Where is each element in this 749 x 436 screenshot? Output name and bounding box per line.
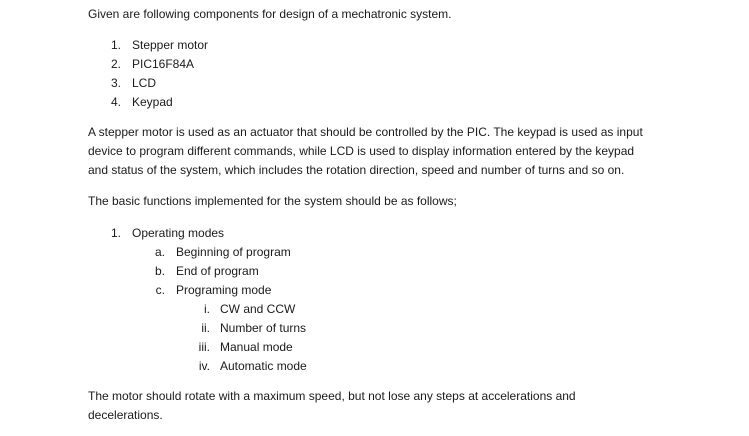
list-item: Manual mode <box>220 340 293 354</box>
list-item: PIC16F84A <box>132 57 195 71</box>
list-item: Beginning of program <box>176 245 291 259</box>
list-marker: 1. <box>110 38 121 52</box>
paragraph-line: The motor should rotate with a maximum speed, but not lose any steps at accelerations and <box>88 389 576 403</box>
closing-paragraph <box>88 387 688 425</box>
paragraph-line: and status of the system, which includes the rotation direction, speed and number of turns and so on. <box>88 163 625 177</box>
list-marker: 4. <box>110 95 121 109</box>
list-marker: 2. <box>110 57 121 71</box>
list-marker: a. <box>154 245 165 259</box>
list-item: CW and CCW <box>220 302 296 316</box>
list-item: Automatic mode <box>220 359 307 373</box>
functions-intro: The basic functions implemented for the system should be as follows; <box>88 194 457 208</box>
list-marker: iii. <box>198 340 210 354</box>
list-item: Keypad <box>132 95 173 109</box>
paragraph-line: decelerations. <box>88 408 163 422</box>
list-item: Number of turns <box>220 321 307 335</box>
list-marker: iv. <box>198 359 210 373</box>
intro-text: Given are following components for design of a mechatronic system. <box>88 7 452 21</box>
list-marker: b. <box>154 264 165 278</box>
description-paragraph <box>88 123 688 180</box>
list-marker: c. <box>155 283 165 297</box>
list-item: Operating modes <box>132 226 225 240</box>
list-item: Programing mode <box>176 283 272 297</box>
list-marker: 1. <box>110 226 121 240</box>
list-item: Stepper motor <box>132 38 209 52</box>
list-item: End of program <box>176 264 259 278</box>
list-marker: i. <box>204 302 210 316</box>
list-marker: ii. <box>201 321 210 335</box>
paragraph-line: device to program different commands, while LCD is used to display information entered by the keypad <box>88 144 635 158</box>
paragraph-line: A stepper motor is used as an actuator that should be controlled by the PIC. The keypad is used as input <box>88 125 643 139</box>
list-item: LCD <box>132 76 157 90</box>
list-marker: 3. <box>110 76 121 90</box>
